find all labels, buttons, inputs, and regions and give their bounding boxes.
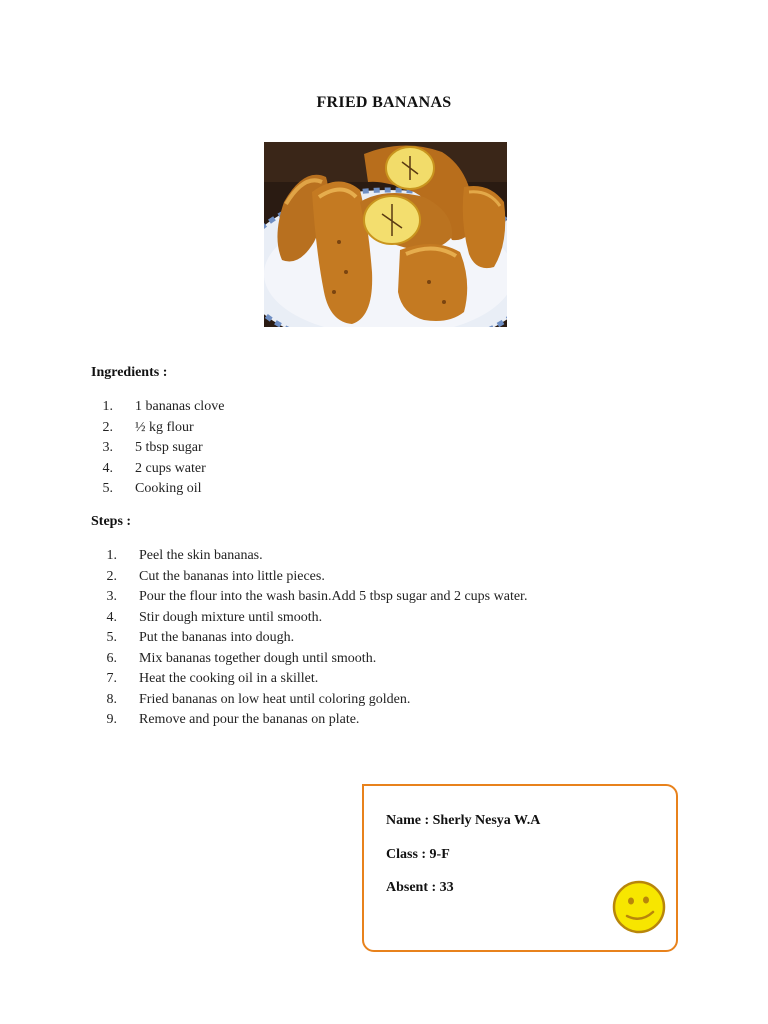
page-title: FRIED BANANAS bbox=[316, 94, 452, 111]
step-number: 3. bbox=[106, 589, 117, 604]
step-number: 8. bbox=[106, 691, 117, 707]
fried-bananas-photo bbox=[264, 142, 507, 327]
step-number: 6. bbox=[106, 650, 117, 666]
ingredient-text: ½ kg flour bbox=[135, 419, 194, 435]
step-number: 2. bbox=[106, 568, 117, 584]
item-number: 2. bbox=[102, 419, 113, 435]
ingredients-heading: Ingredients : bbox=[91, 365, 168, 380]
ingredient-text: 2 cups water bbox=[135, 460, 206, 476]
step-number: 9. bbox=[106, 712, 117, 727]
ingredient-text: 1 bananas clove bbox=[135, 399, 225, 414]
ingredient-text: Cooking oil bbox=[135, 481, 202, 496]
student-absent-number: Absent : 33 bbox=[386, 880, 454, 895]
step-text: Fried bananas on low heat until coloring golden. bbox=[139, 691, 411, 707]
item-number: 1. bbox=[102, 399, 113, 414]
step-number: 1. bbox=[106, 548, 117, 563]
step-number: 7. bbox=[106, 671, 117, 686]
step-text: Pour the flour into the wash basin.Add 5 tbsp sugar and 2 cups water. bbox=[139, 589, 528, 604]
item-number: 5. bbox=[102, 481, 113, 496]
step-number: 5. bbox=[106, 630, 117, 645]
step-text: Remove and pour the bananas on plate. bbox=[139, 712, 360, 727]
ingredient-text: 5 tbsp sugar bbox=[135, 440, 203, 455]
step-text: Put the bananas into dough. bbox=[139, 630, 295, 645]
step-text: Mix bananas together dough until smooth. bbox=[139, 650, 377, 666]
step-text: Stir dough mixture until smooth. bbox=[139, 609, 323, 625]
step-text: Heat the cooking oil in a skillet. bbox=[139, 671, 319, 686]
step-text: Peel the skin bananas. bbox=[139, 548, 263, 563]
step-number: 4. bbox=[106, 609, 117, 625]
steps-heading: Steps : bbox=[91, 514, 132, 529]
smiley-face-icon bbox=[611, 879, 667, 935]
step-text: Cut the bananas into little pieces. bbox=[139, 568, 325, 584]
student-name: Name : Sherly Nesya W.A bbox=[386, 813, 541, 828]
item-number: 4. bbox=[102, 460, 113, 476]
student-class: Class : 9-F bbox=[386, 847, 450, 862]
item-number: 3. bbox=[102, 440, 113, 455]
student-info-box bbox=[362, 784, 678, 952]
